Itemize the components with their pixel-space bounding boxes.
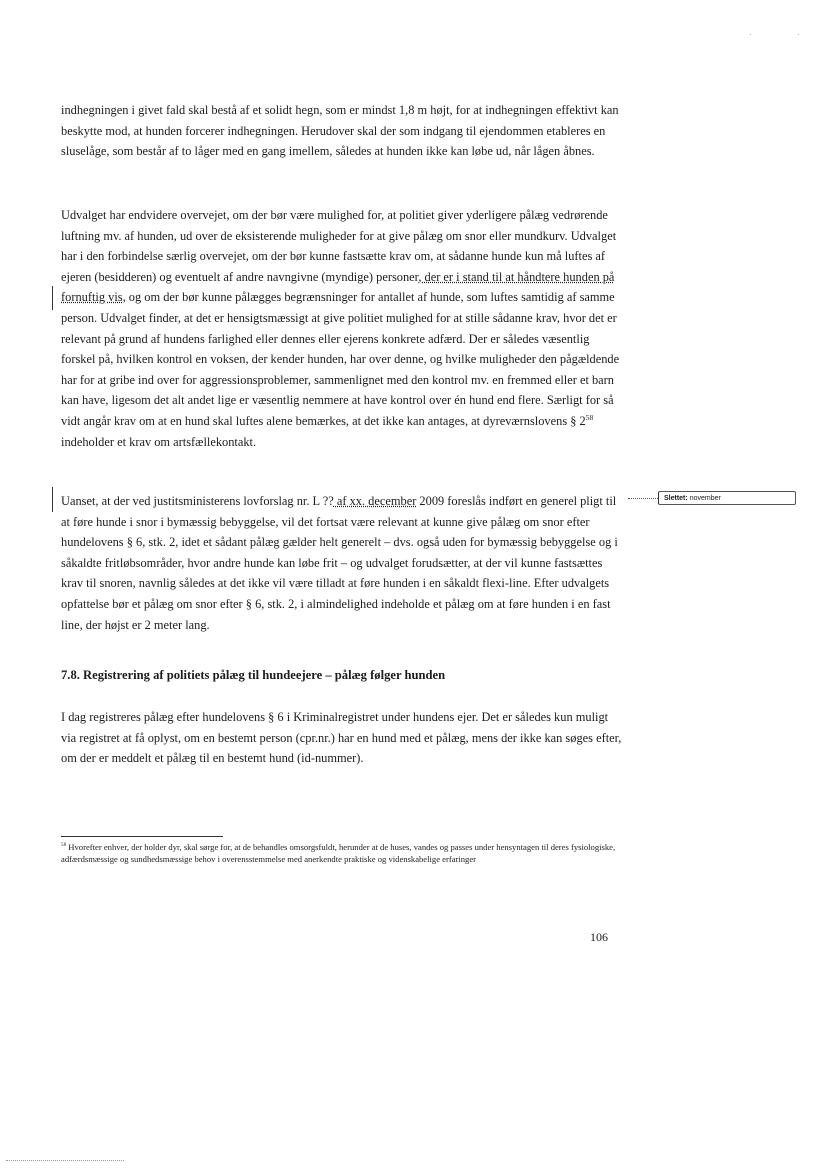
- paragraph-text: 2009 foreslås indført en generel pligt til at føre hunde i snor i bymæssig bebyggelse, vil det fortsat være relevant at kunne give pålæg om snor efter hundelovens § 6, stk. 2, idet et sådant pålæg gælder helt generelt – dvs. også uden for bymæssig bebyggelse og i såkaldte fritløbsområder, hvor andre hunde kan løbe frit – og udvalget forudsætter, at der vil kunne fastsættes krav til snoren, navnlig således at det ikke vil være tilladt at føre hunden i en såkaldt flexi-line. Efter udvalgets opfattelse bør et pålæg om snor efter § 6, stk. 2, i almindelighed indeholde et pålæg om at føre hunden i en fast line, der højst er 2 meter lang.: [61, 494, 618, 632]
- scan-mark: ·: [797, 30, 800, 39]
- page-number: 106: [590, 930, 608, 944]
- change-bar: [52, 487, 53, 512]
- paragraph-walking-restrictions: [61, 205, 624, 452]
- deletion-comment-balloon[interactable]: [658, 491, 796, 505]
- footnote: [61, 842, 616, 865]
- comment-text: november: [689, 495, 721, 502]
- scan-mark: ·: [749, 30, 752, 39]
- section-heading: 7.8. Registrering af politiets pålæg til hundeejere – pålæg følger hunden: [61, 668, 446, 682]
- paragraph-text: indeholder et krav om artsfællekontakt.: [61, 434, 257, 449]
- comment-connector: [628, 498, 658, 499]
- paragraph-text: Udvalget har endvidere overvejet, om der bør være mulighed for, at politiet giver yderligere pålæg vedrørende luftning mv. af hunden, ud over de eksisterende muligheder for at give pålæg om snor eller mundkurv. Udvalget har i den forbindelse særlig overvejet, om der bør kunne fastsætte krav om, at sådanne hunde kun må luftes af ejeren (besidderen) og eventuelt af andre navngivne (myndige) personer: [61, 208, 617, 284]
- tracked-change: af xx. december: [333, 494, 417, 508]
- footnote-reference[interactable]: 58: [585, 412, 594, 422]
- paragraph-registration: I dag registreres pålæg efter hundelovens § 6 i Kriminalregistret under hundens ejer. Det er således kun muligt via registret at få oplyst, om en bestemt person (cpr.nr.) har en hund med et pålæg, mens der ikke kan søges efter, om der er meddelt et pålæg til en bestemt hund (id-nummer).: [61, 710, 622, 766]
- footnote-number: 58: [61, 842, 67, 849]
- comment-label: Slettet:: [664, 495, 688, 502]
- paragraph-leash-order: [61, 491, 624, 635]
- paragraph-text: , og om der bør kunne pålægges begrænsninger for antallet af hunde, som luftes samtidig af samme person. Udvalget finder, at det er hensigtsmæssigt at give politiet mulighed for at stille sådanne krav, hvor det er relevant på grund af hundens farlighed eller dennes eller ejerens konkrete adfærd. Der er således væsentlig forskel på, hvilken kontrol en voksen, der kender hunden, har over denne, og hvilke muligheder den pågældende har for at gribe ind over for aggressionsproblemer, sammenlignet med den kontrol mv. en fremmed eller et barn kan have, ligesom det alt andet lige er væsentlig nemmere at have kontrol over én hund end flere. Særligt for så vidt angår krav om at en hund skal luftes alene bemærkes, at det ikke kan antages, at dyreværnslovens § 2: [61, 290, 620, 428]
- footnote-text: Hvorefter enhver, der holder dyr, skal sørge for, at de behandles omsorgsfuldt, herunder at de huses, vandes og passes under hensyntagen til deres fysiologiske, adfærdsmæssige og sundhedsmæssige behov i overensstemmelse med anerkendte praktiske og videnskabelige erfaringer: [61, 842, 616, 864]
- scan-edge-mark: [6, 1160, 124, 1161]
- change-bar: [52, 286, 53, 310]
- footnote-separator: [61, 836, 223, 837]
- tracked-insertion: , der er i stand til at håndtere hunden på fornuftig vis: [61, 269, 615, 305]
- paragraph-fencing: indhegningen i givet fald skal bestå af et solidt hegn, som er mindst 1,8 m højt, for at indhegningen effektivt kan beskytte mod, at hunden forcerer indhegningen. Herudover skal der som indgang til ejendommen etableres en sluselåge, som består af to låger med en gang imellem, således at hunden ikke kan løbe ud, når lågen åbnes.: [61, 103, 619, 159]
- paragraph-text: Uanset, at der ved justitsministerens lovforslag nr. L ??: [61, 494, 334, 508]
